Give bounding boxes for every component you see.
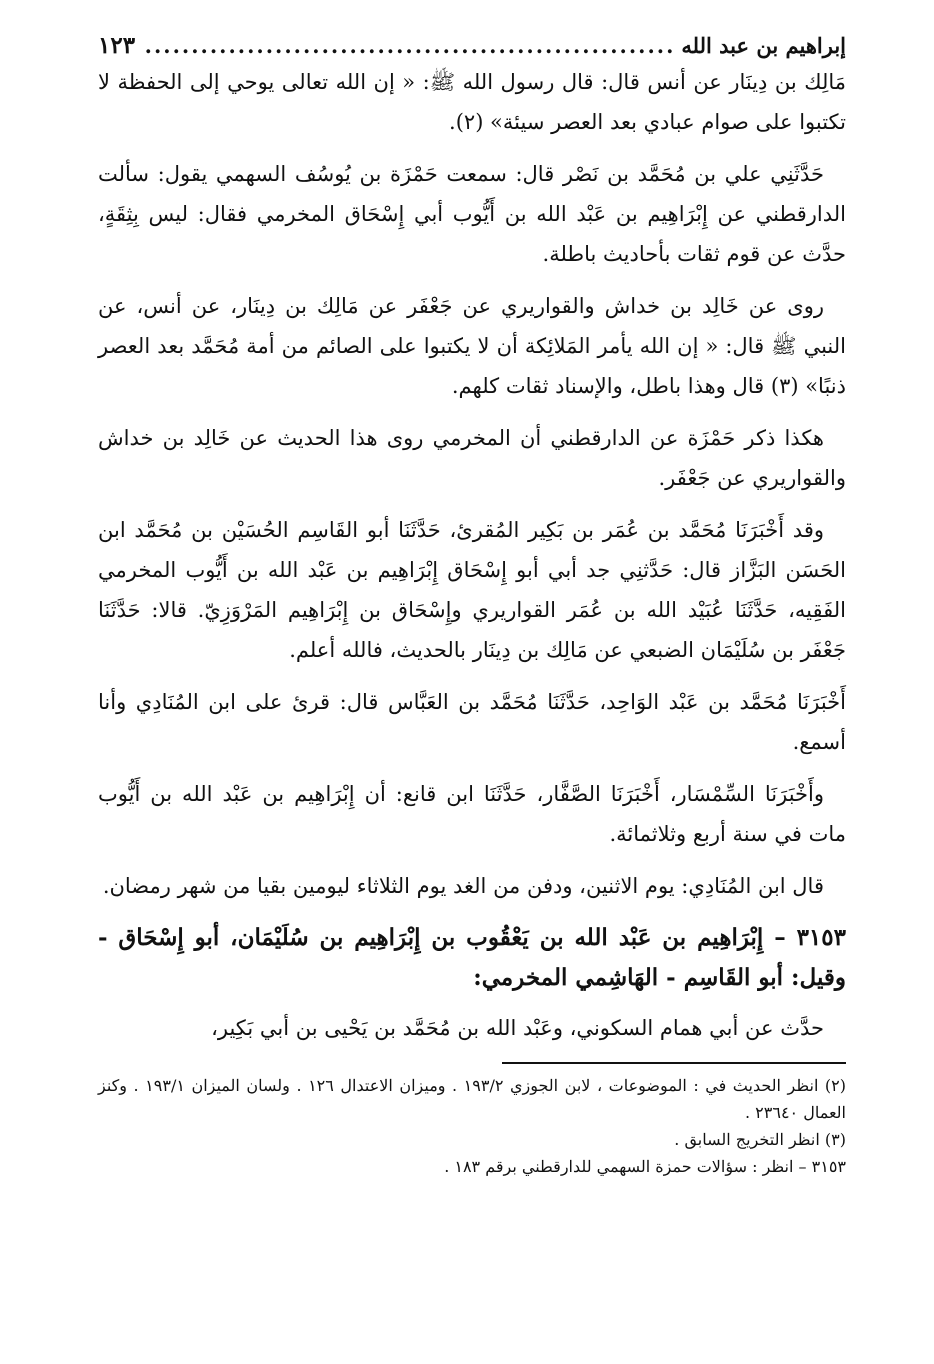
paragraph: مَالِك بن دِينَار عن أنس قال: قال رسول الله ﷺ: « إن الله تعالى يوحي إلى الحفظة لا تكتبوا على صوام عبادي بعد العصر سيئة» (٢). [98,70,846,134]
body-text [98,62,846,1048]
paragraph: قال ابن المُنَادِي: يوم الاثنين، ودفن من الغد يوم الثلاثاء ليومين بقيا من شهر رمضان. [102,874,824,898]
paragraph: وقد أَخْبَرَنَا مُحَمَّد بن عُمَر بن بَكِير المُقرئ، حَدَّثَنَا أبو القَاسِم الحُسَيْن بن مُحَمَّد ابن الحَسَن البَزَّاز قال: حَدَّثنِي جد أبي أبو إِسْحَاق إِبْرَاهِيم بن عَبْد الله بن أَيُّوب المخرمي الفَقِيه، حَدَّثَنَا عُبَيْد الله بن عُمَر القواريري وإِسْحَاق بن إِبْرَاهِيم المَرْوَزِيّ. قالا: حَدَّثَنَا جَعْفَر بن سُلَيْمَان الضبعي عن مَالِك بن دِينَار بالحديث، فالله أعلم. [98,518,846,662]
leader-dots [141,30,675,62]
footnote: (٢) انظر الحديث في : الموضوعات ، لابن الجوزي ١٩٣/٢ . وميزان الاعتدال ١٢٦ . ولسان الميزان ١٩٣/١ . وكنز العمال ٢٣٦٤٠ . [98,1076,847,1122]
running-title: إبراهيم بن عبد الله [681,33,846,58]
footnotes [98,1072,846,1180]
paragraph: روى عن خَالِد بن خداش والقواريري عن جَعْفَر عن مَالِك بن دِينَار، عن أنس، عن النبي ﷺ قال: « إن الله يأمر المَلائِكة أن لا يكتبوا على الصائم من أمة مُحَمَّد بعد العصر ذنبًا» (٣) قال وهذا باطل، والإسناد ثقات كلهم. [98,294,846,398]
book-page [98,30,846,1180]
entry-heading [98,918,846,998]
paragraph: حدَّث عن أبي همام السكوني، وعَبْد الله بن مُحَمَّد بن يَحْيى بن أبي بَكِير، [211,1016,824,1040]
entry-number: ٣١٥٣ [796,924,846,951]
page-number: ١٢٣ [98,32,136,59]
paragraph: وأَخْبَرَنَا السِّمْسَار، أَخْبَرَنَا الصَّفَّار، حَدَّثَنَا ابن قانع: أن إِبْرَاهِيم بن عَبْد الله بن أَيُّوب مات في سنة أربع وثلاثمائة. [98,782,846,846]
footnote: (٣) انظر التخريج السابق . [674,1130,846,1149]
paragraph: حَدَّثَنِي علي بن مُحَمَّد بن نَصْر قال: سمعت حَمْزَة بن يُوسُف السهمي يقول: سألت الدارقطني عن إِبْرَاهِيم بن عَبْد الله بن أَيُّوب أبي إِسْحَاق المخرمي فقال: ليس بِثِقَةٍ، حدَّث عن قوم ثقات بأحاديث باطلة. [98,162,846,266]
footnote: ٣١٥٣ – انظر : سؤالات حمزة السهمي للدارقطني برقم ١٨٣ . [444,1157,846,1176]
running-header [98,30,846,62]
footnote-divider [502,1062,846,1064]
entry-heading-text: – إِبْرَاهِيم بن عَبْد الله بن يَعْقُوب بن إِبْرَاهِيم بن سُلَيْمَان، أبو إِسْحَاق - وقيل: أبو القَاسِم - الهَاشِمي المخرمي: [98,924,846,991]
paragraph: أَخْبَرَنَا مُحَمَّد بن عَبْد الوَاحِد، حَدَّثَنَا مُحَمَّد بن العَبَّاس قال: قرئ على ابن المُنَادِي وأنا أسمع. [98,690,846,754]
paragraph: هكذا ذكر حَمْزَة عن الدارقطني أن المخرمي روى هذا الحديث عن خَالِد بن خداش والقواريري عن جَعْفَر. [98,426,846,490]
